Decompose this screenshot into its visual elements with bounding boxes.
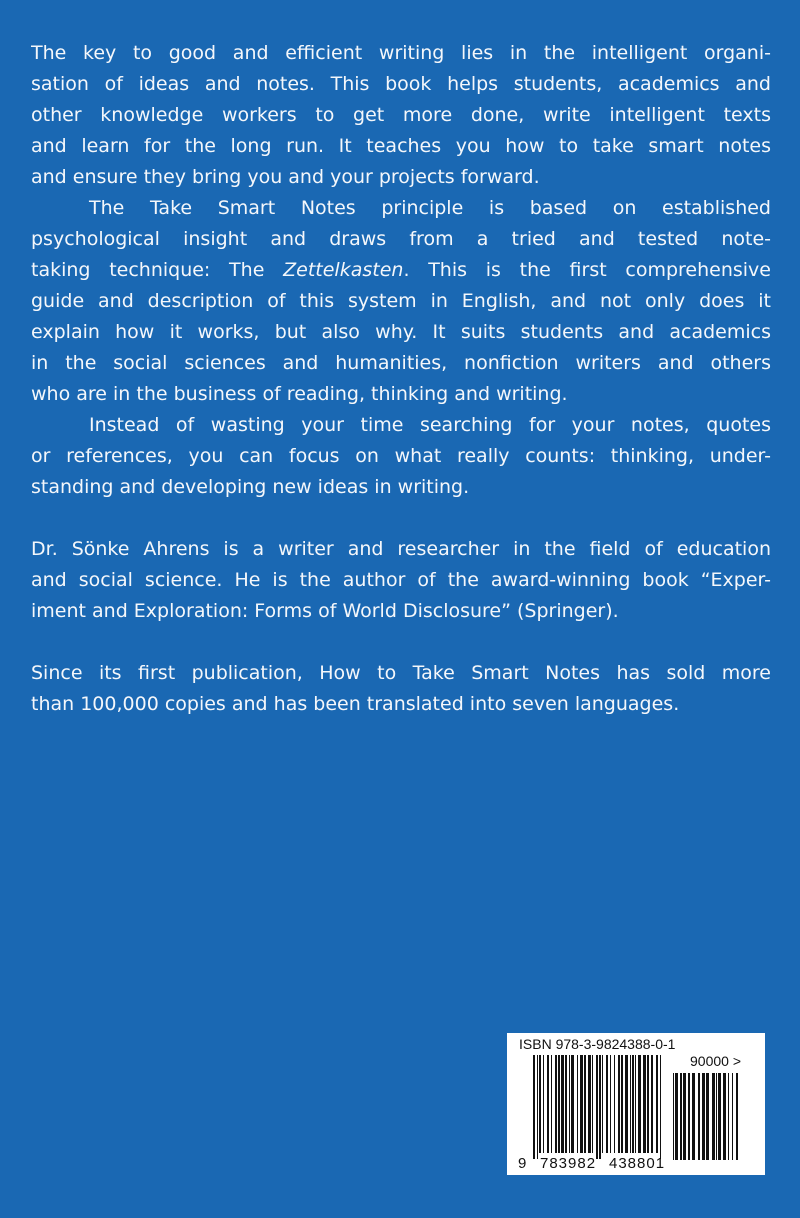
barcode-digit-first: 9 xyxy=(518,1155,527,1172)
barcode-bar xyxy=(683,1073,686,1160)
barcode-bar xyxy=(539,1055,541,1153)
text-line: Dr. Sönke Ahrens is a writer and researcher in the field of education xyxy=(31,538,771,560)
barcode-bar xyxy=(551,1055,552,1153)
barcode-bar xyxy=(571,1055,574,1153)
barcode-bar xyxy=(630,1055,631,1153)
barcode-bar xyxy=(621,1055,623,1153)
barcode-bar xyxy=(625,1055,628,1153)
barcode-bar xyxy=(558,1055,560,1153)
text-line: iment and Exploration: Forms of World Disclosure” (Springer). xyxy=(31,600,619,622)
text-line: standing and developing new ideas in writing. xyxy=(31,476,470,498)
text-line: other knowledge workers to get more done, write intelligent texts xyxy=(31,104,771,126)
barcode-bar xyxy=(599,1055,601,1159)
barcode-digits-left: 783982 xyxy=(540,1155,597,1172)
barcode-bar xyxy=(602,1055,603,1153)
barcode-bar xyxy=(698,1073,700,1160)
barcode-bar xyxy=(732,1073,733,1160)
price-addon-label: 90000 > xyxy=(690,1053,741,1069)
barcode-bar xyxy=(706,1073,709,1160)
barcode-bar xyxy=(543,1055,544,1153)
barcode-bar xyxy=(584,1055,586,1153)
text-line: The Take Smart Notes principle is based on established xyxy=(89,197,771,219)
text-line: guide and description of this system in English, and not only does it xyxy=(31,290,771,312)
text-line: in the social sciences and humanities, nonfiction writers and others xyxy=(31,352,771,374)
barcode-bar xyxy=(614,1055,615,1153)
paragraph-intro xyxy=(31,38,771,193)
barcode-bar xyxy=(596,1055,598,1159)
barcode-bar xyxy=(533,1055,535,1159)
barcode-bar xyxy=(537,1055,538,1159)
text-line: and ensure they bring you and your projects forward. xyxy=(31,166,540,188)
barcode-bar xyxy=(610,1055,611,1153)
barcode-bar xyxy=(635,1055,636,1153)
barcode-bar xyxy=(673,1073,674,1160)
barcode-bar xyxy=(718,1073,721,1160)
barcode-bar xyxy=(565,1055,567,1153)
isbn-label: ISBN 978-3-9824388-0-1 xyxy=(519,1036,676,1052)
barcode-bar xyxy=(723,1073,726,1160)
barcode-bar xyxy=(688,1073,690,1160)
barcode-bar xyxy=(580,1055,583,1153)
barcode-bar xyxy=(547,1055,549,1153)
paragraph-author xyxy=(31,534,771,627)
text-line: Since its first publication, How to Take Smart Notes has sold more xyxy=(31,662,771,684)
barcode-bar xyxy=(660,1055,661,1159)
isbn-barcode xyxy=(507,1033,765,1175)
barcode-bar xyxy=(592,1055,593,1153)
barcode-bar xyxy=(692,1073,695,1160)
paragraph-focus xyxy=(31,410,771,503)
barcode-bar xyxy=(588,1055,591,1153)
barcode-bar xyxy=(606,1055,608,1153)
text-line: and learn for the long run. It teaches you how to take smart notes xyxy=(31,135,771,157)
barcode-bar xyxy=(656,1055,658,1153)
barcode-bar xyxy=(569,1055,570,1153)
text-line: explain how it works, but also why. It suits students and academics xyxy=(31,321,771,343)
barcode-bar xyxy=(675,1073,678,1160)
barcode-bar xyxy=(555,1055,557,1153)
paragraph-principle xyxy=(31,193,771,410)
barcode-bar xyxy=(702,1073,705,1160)
back-cover-text xyxy=(31,38,771,720)
text-line: and social science. He is the author of the award-winning book “Exper- xyxy=(31,569,771,591)
barcode-bar xyxy=(651,1055,653,1153)
barcode-bar xyxy=(716,1073,717,1160)
barcode-bar xyxy=(712,1073,715,1160)
barcode-bar xyxy=(680,1073,682,1160)
text-line: Instead of wasting your time searching for your notes, quotes xyxy=(89,414,771,436)
barcode-bar xyxy=(643,1055,646,1153)
barcode-bar xyxy=(638,1055,641,1153)
barcode-bar xyxy=(618,1055,620,1153)
barcode-bar xyxy=(647,1055,649,1153)
text-line: sation of ideas and notes. This book helps students, academics and xyxy=(31,73,771,95)
text-line: psychological insight and draws from a tried and tested note- xyxy=(31,228,771,250)
barcode-bar xyxy=(577,1055,578,1153)
text-line: than 100,000 copies and has been translated into seven languages. xyxy=(31,693,680,715)
barcode-bar xyxy=(561,1055,564,1153)
barcode-bar xyxy=(736,1073,738,1160)
barcode-digits-right: 438801 xyxy=(609,1155,666,1172)
barcode-bar xyxy=(632,1055,634,1153)
barcode-bar xyxy=(728,1073,729,1160)
text-line: who are in the business of reading, thinking and writing. xyxy=(31,383,568,405)
paragraph-sales xyxy=(31,658,771,720)
text-line: or references, you can focus on what really counts: thinking, under- xyxy=(31,445,771,467)
text-line: The key to good and efficient writing lies in the intelligent organi- xyxy=(31,42,771,64)
text-line zettel-line: taking technique: The Zettelkasten. This is the first comprehensive xyxy=(31,259,771,281)
